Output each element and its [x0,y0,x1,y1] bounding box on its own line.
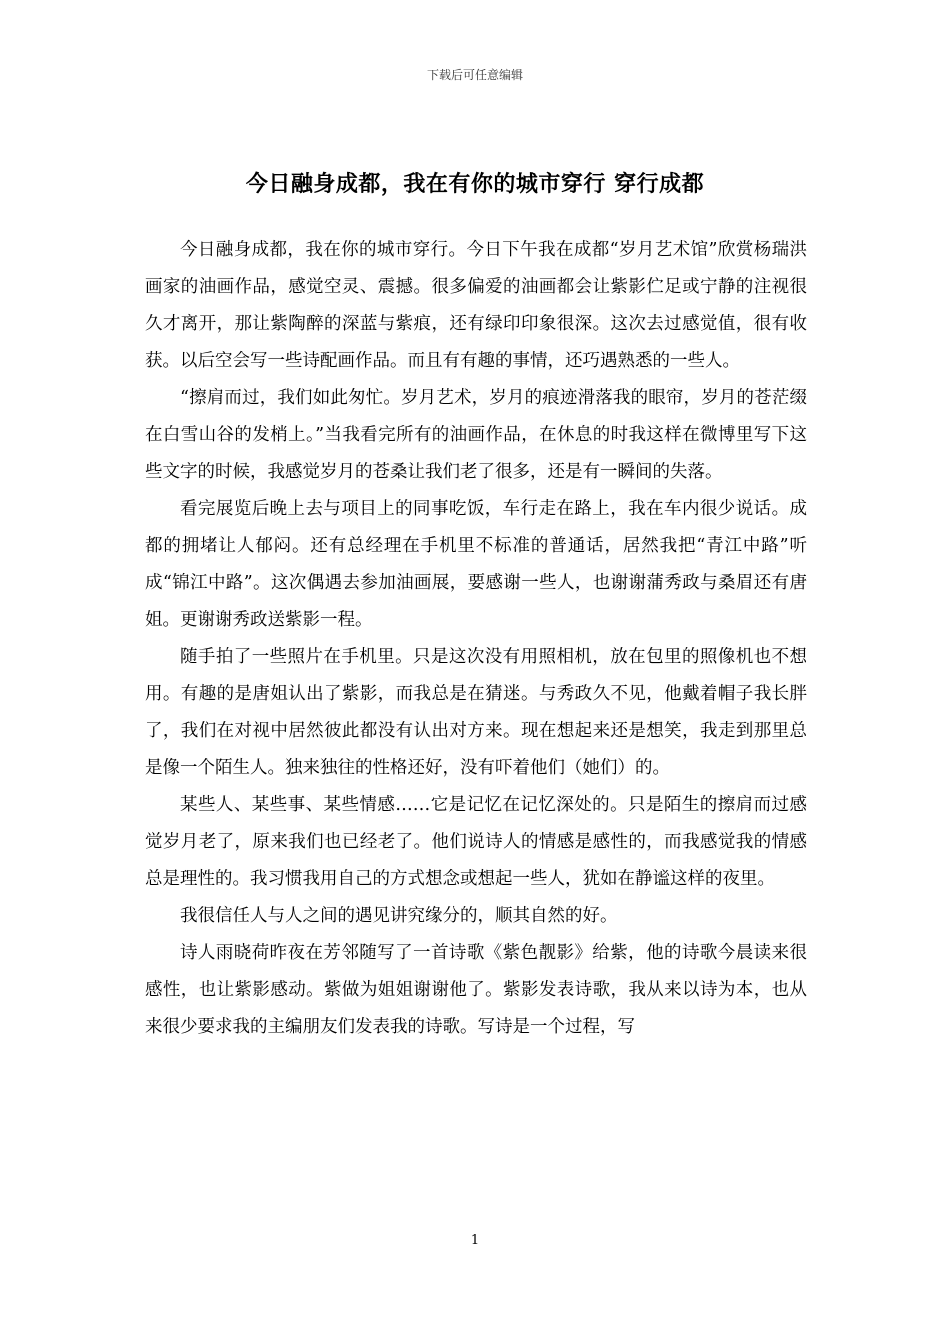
document-body [145,232,807,1046]
header-note: 下载后可任意编辑 [426,68,523,82]
paragraph: 随手拍了一些照片在手机里。只是这次没有用照相机，放在包里的照像机也不想用。有趣的是唐姐认出了紫影，而我总是在猜迷。与秀政久不见，他戴着帽子我长胖了，我们在对视中居然彼此都没有认出对方来。现在想起来还是想笑，我走到那里总是像一个陌生人。独来独往的性格还好，没有吓着他们（她们）的。 [145,647,807,778]
paragraph: 今日融身成都，我在你的城市穿行。今日下午我在成都“岁月艺术馆”欣赏杨瑞洪画家的油画作品，感觉空灵、震撼。很多偏爱的油画都会让紫影伫足或宁静的注视很久才离开，那让紫陶醉的深蓝与紫痕，还有绿印印象很深。这次去过感觉值，很有收获。以后空会写一些诗配画作品。而且有有趣的事情，还巧遇熟悉的一些人。 [145,240,807,371]
paragraph: 看完展览后晚上去与项目上的同事吃饭，车行走在路上，我在车内很少说话。成都的拥堵让人郁闷。还有总经理在手机里不标准的普通话，居然我把“青江中路”听成“锦江中路”。这次偶遇去参加油画展，要感谢一些人，也谢谢蒲秀政与桑眉还有唐姐。更谢谢秀政送紫影一程。 [145,499,807,630]
paragraph: 某些人、某些事、某些情感……它是记忆在记忆深处的。只是陌生的擦肩而过感觉岁月老了，原来我们也已经老了。他们说诗人的情感是感性的，而我感觉我的情感总是理性的。我习惯我用自己的方式想念或想起一些人，犹如在静谧这样的夜里。 [145,795,807,889]
document-title: 今日融身成都，我在有你的城市穿行 穿行成都 [245,170,705,197]
page-number: 1 [470,1233,480,1248]
paragraph: 诗人雨晓荷昨夜在芳邻随写了一首诗歌《紫色靓影》给紫，他的诗歌今晨读来很感性，也让紫影感动。紫做为姐姐谢谢他了。紫影发表诗歌，我从来以诗为本，也从来很少要求我的主编朋友们发表我的诗歌。写诗是一个过程，写 [145,943,807,1037]
paragraph: “擦肩而过，我们如此匆忙。岁月艺术，岁月的痕迹滑落我的眼帘，岁月的苍茫缀在白雪山谷的发梢上。”当我看完所有的油画作品，在休息的时我这样在微博里写下这些文字的时候，我感觉岁月的苍桑让我们老了很多，还是有一瞬间的失落。 [145,388,807,482]
paragraph: 我很信任人与人之间的遇见讲究缘分的，顺其自然的好。 [180,906,618,926]
